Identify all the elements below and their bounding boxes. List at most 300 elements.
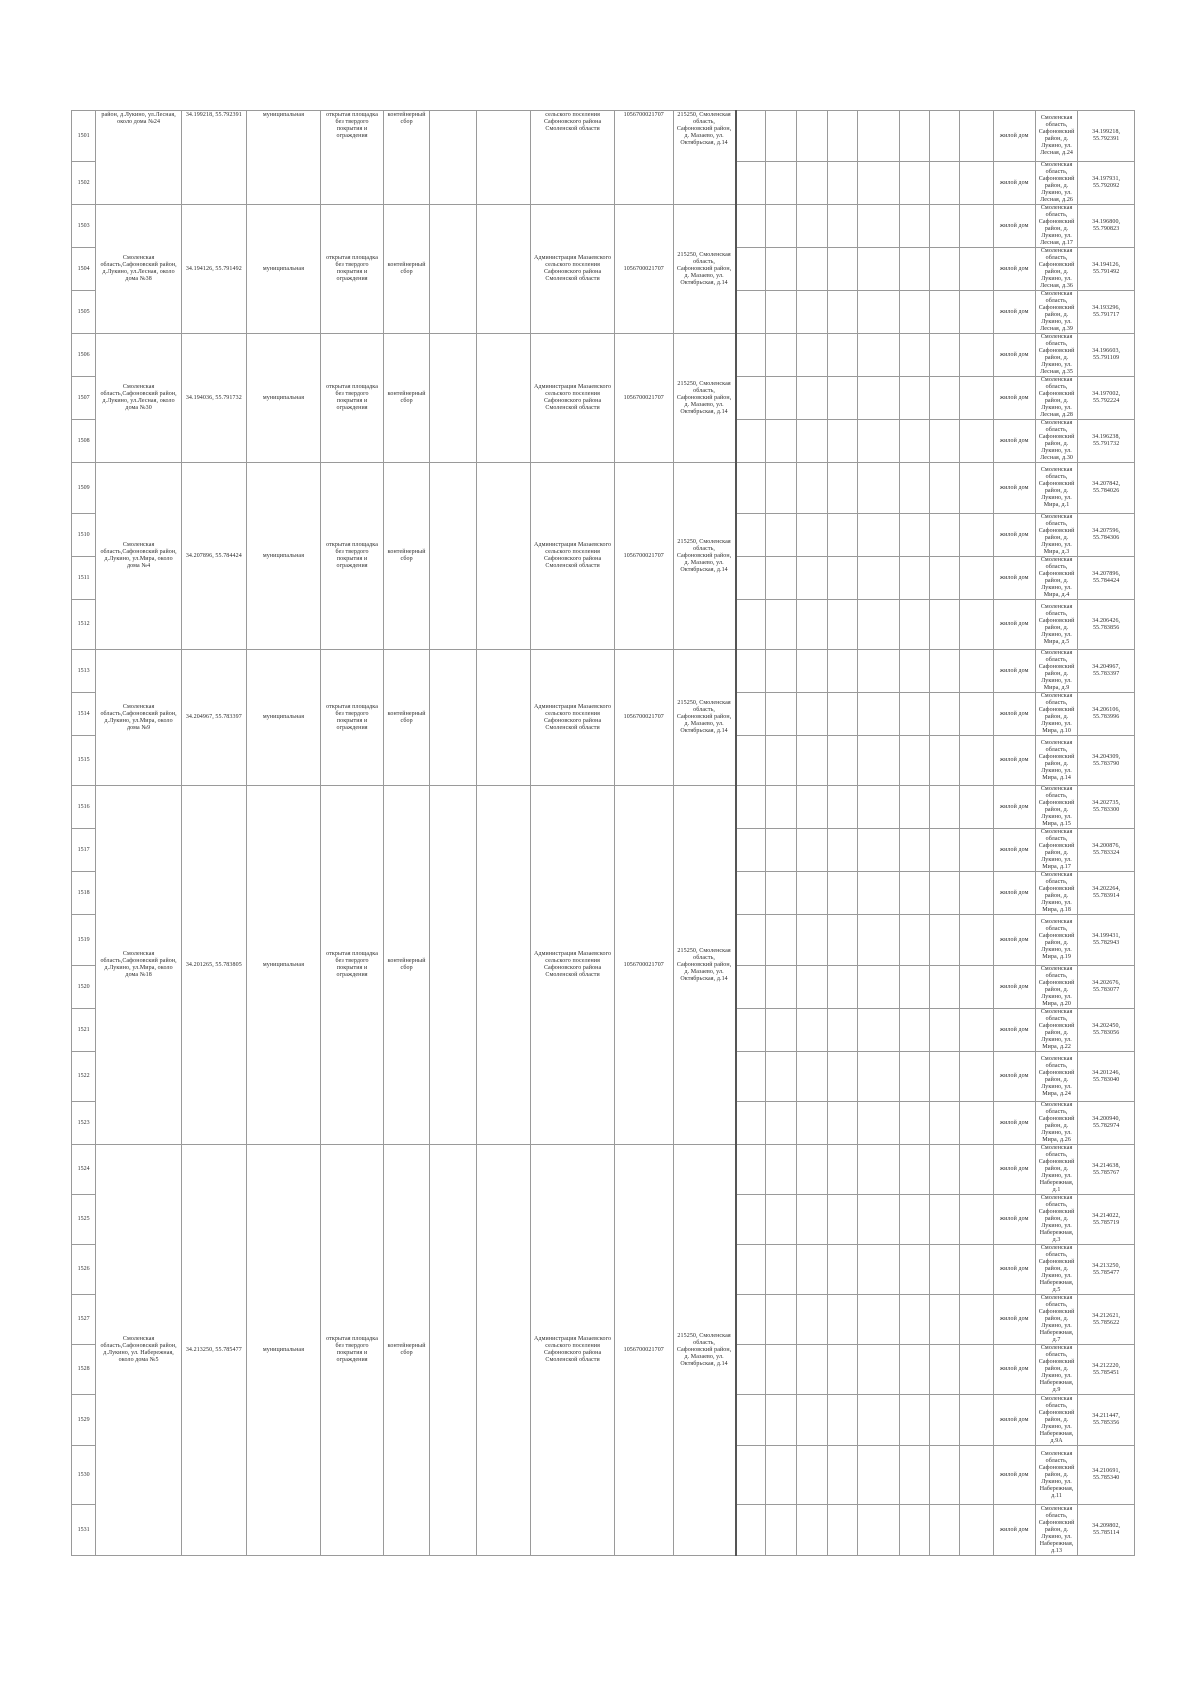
container-cell — [960, 420, 993, 463]
source-coordinates: 34.204309, 55.783790 — [1078, 736, 1135, 786]
container-cell — [766, 1009, 796, 1052]
container-cell — [960, 291, 993, 334]
source-type: жилой дом — [993, 1102, 1035, 1145]
site-empty-col — [430, 786, 476, 1145]
row-number: 1527 — [72, 1295, 96, 1345]
container-cell — [960, 829, 993, 872]
site-authority: сельского поселения Сафоновского района Смоленской области — [531, 111, 615, 205]
container-cell — [960, 736, 993, 786]
source-type: жилой дом — [993, 650, 1035, 693]
container-cell — [960, 1245, 993, 1295]
container-cell — [796, 205, 827, 248]
source-address: Смоленская область, Сафоновский район, д. Лукино, ул. Мира, д.22 — [1035, 1009, 1077, 1052]
source-type: жилой дом — [993, 1395, 1035, 1446]
container-cell — [736, 248, 766, 291]
container-cell — [736, 205, 766, 248]
container-cell — [899, 736, 929, 786]
container-cell — [899, 1145, 929, 1195]
container-cell — [929, 1145, 959, 1195]
container-cell — [827, 600, 857, 650]
row-number: 1517 — [72, 829, 96, 872]
row-number: 1523 — [72, 1102, 96, 1145]
source-type: жилой дом — [993, 915, 1035, 966]
container-cell — [929, 334, 959, 377]
site-surface: открытая площадка без твердого покрытия и ограждения — [321, 1145, 384, 1556]
container-cell — [796, 1245, 827, 1295]
table-row — [72, 205, 1135, 248]
container-cell — [736, 162, 766, 205]
container-cell — [929, 915, 959, 966]
container-cell — [796, 248, 827, 291]
container-cell — [736, 377, 766, 420]
source-coordinates: 34.202676, 55.783077 — [1078, 966, 1135, 1009]
container-cell — [960, 377, 993, 420]
source-coordinates: 34.199218, 55.792391 — [1078, 111, 1135, 162]
container-cell — [929, 1102, 959, 1145]
container-cell — [766, 463, 796, 514]
source-type: жилой дом — [993, 829, 1035, 872]
container-cell — [899, 334, 929, 377]
site-legal-address: 215250, Смоленская область, Сафоновский район, д. Мазаево, ул. Октябрьская, д.14 — [673, 111, 736, 205]
source-type: жилой дом — [993, 162, 1035, 205]
site-ownership: муниципальная — [246, 786, 321, 1145]
source-address: Смоленская область, Сафоновский район, д. Лукино, ул. Набережная, д.1 — [1035, 1145, 1077, 1195]
container-cell — [827, 291, 857, 334]
container-cell — [929, 1195, 959, 1245]
site-coordinates: 34.194036, 55.791732 — [182, 334, 247, 463]
container-cell — [929, 600, 959, 650]
container-cell — [960, 1009, 993, 1052]
site-authority: Администрация Мазаевского сельского поселения Сафоновского района Смоленской области — [531, 334, 615, 463]
container-cell — [796, 736, 827, 786]
table-row — [72, 334, 1135, 377]
site-authority: Администрация Мазаевского сельского поселения Сафоновского района Смоленской области — [531, 650, 615, 786]
container-cell — [796, 1505, 827, 1556]
container-cell — [766, 1295, 796, 1345]
source-coordinates: 34.206106, 55.783996 — [1078, 693, 1135, 736]
site-ownership: муниципальная — [246, 650, 321, 786]
container-cell — [766, 966, 796, 1009]
container-cell — [796, 420, 827, 463]
container-cell — [929, 966, 959, 1009]
container-cell — [766, 1145, 796, 1195]
container-cell — [960, 248, 993, 291]
container-cell — [929, 111, 959, 162]
container-cell — [736, 420, 766, 463]
container-cell — [766, 786, 796, 829]
source-address: Смоленская область, Сафоновский район, д. Лукино, ул. Лесная, д.36 — [1035, 248, 1077, 291]
container-cell — [899, 111, 929, 162]
source-coordinates: 34.196603, 55.791109 — [1078, 334, 1135, 377]
container-cell — [736, 1395, 766, 1446]
container-cell — [858, 248, 899, 291]
site-ownership: муниципальная — [246, 1145, 321, 1556]
container-cell — [858, 514, 899, 557]
site-waste-type: контейнерный сбор — [383, 786, 429, 1145]
site-address: Смоленская область,Сафоновский район, д.Лукино, ул.Мира, около дома №18 — [96, 786, 182, 1145]
container-cell — [827, 1145, 857, 1195]
container-cell — [899, 420, 929, 463]
source-type: жилой дом — [993, 1052, 1035, 1102]
site-empty-col — [476, 463, 531, 650]
row-number: 1521 — [72, 1009, 96, 1052]
container-cell — [766, 1395, 796, 1446]
site-address: Смоленская область,Сафоновский район, д.Лукино, ул. Набережная, около дома №5 — [96, 1145, 182, 1556]
site-ogrn: 1056700021707 — [615, 1145, 674, 1556]
container-cell — [736, 600, 766, 650]
container-cell — [960, 693, 993, 736]
source-address: Смоленская область, Сафоновский район, д. Лукино, ул. Мира, д.14 — [1035, 736, 1077, 786]
source-type: жилой дом — [993, 291, 1035, 334]
site-empty-col — [476, 1145, 531, 1556]
row-number: 1509 — [72, 463, 96, 514]
source-type: жилой дом — [993, 463, 1035, 514]
container-cell — [827, 557, 857, 600]
site-address: Смоленская область,Сафоновский район, д.Лукино, ул.Мира, около дома №4 — [96, 463, 182, 650]
site-waste-type: контейнерный сбор — [383, 334, 429, 463]
source-address: Смоленская область, Сафоновский район, д. Лукино, ул. Набережная, д.5 — [1035, 1245, 1077, 1295]
container-cell — [960, 111, 993, 162]
container-cell — [827, 162, 857, 205]
site-surface: открытая площадка без твердого покрытия и ограждения — [321, 786, 384, 1145]
container-cell — [929, 736, 959, 786]
container-cell — [796, 650, 827, 693]
container-cell — [960, 514, 993, 557]
site-empty-col — [476, 111, 531, 205]
container-cell — [960, 1395, 993, 1446]
container-cell — [796, 600, 827, 650]
container-cell — [827, 693, 857, 736]
source-type: жилой дом — [993, 600, 1035, 650]
source-address: Смоленская область, Сафоновский район, д. Лукино, ул. Мира, д.3 — [1035, 514, 1077, 557]
source-address: Смоленская область, Сафоновский район, д. Лукино, ул. Набережная, д.11 — [1035, 1446, 1077, 1505]
container-cell — [736, 1195, 766, 1245]
container-cell — [766, 1102, 796, 1145]
container-cell — [960, 1052, 993, 1102]
container-cell — [960, 205, 993, 248]
container-cell — [827, 334, 857, 377]
container-cell — [858, 786, 899, 829]
container-cell — [766, 1195, 796, 1245]
source-type: жилой дом — [993, 334, 1035, 377]
container-cell — [960, 966, 993, 1009]
container-cell — [929, 1395, 959, 1446]
container-cell — [858, 600, 899, 650]
row-number: 1525 — [72, 1195, 96, 1245]
container-cell — [766, 334, 796, 377]
container-cell — [736, 1245, 766, 1295]
row-number: 1507 — [72, 377, 96, 420]
site-ogrn: 1056700021707 — [615, 111, 674, 205]
container-cell — [960, 463, 993, 514]
container-cell — [929, 291, 959, 334]
container-cell — [827, 1395, 857, 1446]
source-address: Смоленская область, Сафоновский район, д. Лукино, ул. Лесная, д.35 — [1035, 334, 1077, 377]
site-authority: Администрация Мазаевского сельского поселения Сафоновского района Смоленской области — [531, 463, 615, 650]
row-number: 1524 — [72, 1145, 96, 1195]
container-cell — [899, 693, 929, 736]
site-authority: Администрация Мазаевского сельского поселения Сафоновского района Смоленской области — [531, 1145, 615, 1556]
container-cell — [899, 1295, 929, 1345]
container-cell — [899, 205, 929, 248]
source-coordinates: 34.197931, 55.792092 — [1078, 162, 1135, 205]
source-type: жилой дом — [993, 248, 1035, 291]
container-cell — [858, 1505, 899, 1556]
container-cell — [736, 1102, 766, 1145]
container-cell — [899, 557, 929, 600]
container-cell — [858, 205, 899, 248]
container-cell — [899, 1395, 929, 1446]
source-coordinates: 34.193296, 55.791717 — [1078, 291, 1135, 334]
source-address: Смоленская область, Сафоновский район, д. Лукино, ул. Мира, д.1 — [1035, 463, 1077, 514]
container-cell — [827, 966, 857, 1009]
container-cell — [796, 1446, 827, 1505]
container-cell — [899, 600, 929, 650]
container-cell — [827, 1446, 857, 1505]
site-waste-type: контейнерный сбор — [383, 205, 429, 334]
site-empty-col — [476, 650, 531, 786]
container-cell — [858, 1052, 899, 1102]
container-cell — [766, 248, 796, 291]
container-cell — [736, 1145, 766, 1195]
site-authority: Администрация Мазаевского сельского поселения Сафоновского района Смоленской области — [531, 786, 615, 1145]
source-coordinates: 34.214638, 55.785767 — [1078, 1145, 1135, 1195]
site-coordinates: 34.199218, 55.792391 — [182, 111, 247, 205]
container-cell — [736, 557, 766, 600]
site-ownership: муниципальная — [246, 463, 321, 650]
container-cell — [899, 650, 929, 693]
source-address: Смоленская область, Сафоновский район, д. Лукино, ул. Лесная, д.17 — [1035, 205, 1077, 248]
container-cell — [899, 1009, 929, 1052]
container-cell — [858, 1102, 899, 1145]
container-cell — [736, 829, 766, 872]
source-coordinates: 34.212220, 55.785451 — [1078, 1345, 1135, 1395]
container-cell — [960, 1446, 993, 1505]
container-cell — [960, 650, 993, 693]
site-address: Смоленская область,Сафоновский район, д.Лукино, ул.Лесная, около дома №38 — [96, 205, 182, 334]
container-cell — [827, 111, 857, 162]
row-number: 1519 — [72, 915, 96, 966]
row-number: 1518 — [72, 872, 96, 915]
site-waste-type: контейнерный сбор — [383, 111, 429, 205]
site-ogrn: 1056700021707 — [615, 650, 674, 786]
container-cell — [796, 1009, 827, 1052]
container-cell — [899, 1245, 929, 1295]
container-cell — [929, 248, 959, 291]
container-cell — [736, 1009, 766, 1052]
site-ownership: муниципальная — [246, 205, 321, 334]
source-coordinates: 34.197002, 55.792224 — [1078, 377, 1135, 420]
container-cell — [858, 966, 899, 1009]
container-cell — [766, 514, 796, 557]
row-number: 1522 — [72, 1052, 96, 1102]
row-number: 1508 — [72, 420, 96, 463]
site-legal-address: 215250, Смоленская область, Сафоновский район, д. Мазаево, ул. Октябрьская, д.14 — [673, 334, 736, 463]
container-cell — [960, 600, 993, 650]
site-empty-col — [476, 786, 531, 1145]
source-type: жилой дом — [993, 736, 1035, 786]
row-number: 1506 — [72, 334, 96, 377]
container-cell — [796, 693, 827, 736]
row-number: 1530 — [72, 1446, 96, 1505]
container-cell — [960, 1195, 993, 1245]
container-cell — [899, 514, 929, 557]
source-coordinates: 34.194126, 55.791492 — [1078, 248, 1135, 291]
container-cell — [736, 786, 766, 829]
source-coordinates: 34.200940, 55.782974 — [1078, 1102, 1135, 1145]
source-type: жилой дом — [993, 1009, 1035, 1052]
container-cell — [899, 1195, 929, 1245]
source-address: Смоленская область, Сафоновский район, д. Лукино, ул. Лесная, д.39 — [1035, 291, 1077, 334]
source-address: Смоленская область, Сафоновский район, д. Лукино, ул. Лесная, д.30 — [1035, 420, 1077, 463]
source-type: жилой дом — [993, 377, 1035, 420]
site-empty-col — [476, 334, 531, 463]
container-cell — [858, 1145, 899, 1195]
container-cell — [796, 334, 827, 377]
container-cell — [736, 291, 766, 334]
container-cell — [827, 377, 857, 420]
container-cell — [899, 915, 929, 966]
container-cell — [796, 786, 827, 829]
container-cell — [960, 557, 993, 600]
site-waste-type: контейнерный сбор — [383, 463, 429, 650]
source-address: Смоленская область, Сафоновский район, д. Лукино, ул. Мира, д.9 — [1035, 650, 1077, 693]
site-surface: открытая площадка без твердого покрытия и ограждения — [321, 463, 384, 650]
site-legal-address: 215250, Смоленская область, Сафоновский район, д. Мазаево, ул. Октябрьская, д.14 — [673, 205, 736, 334]
source-type: жилой дом — [993, 514, 1035, 557]
source-coordinates: 34.210691, 55.785340 — [1078, 1446, 1135, 1505]
container-cell — [766, 291, 796, 334]
source-type: жилой дом — [993, 1145, 1035, 1195]
table-row — [72, 1145, 1135, 1195]
container-cell — [827, 248, 857, 291]
container-cell — [796, 291, 827, 334]
container-cell — [960, 1505, 993, 1556]
row-number: 1515 — [72, 736, 96, 786]
container-cell — [899, 1052, 929, 1102]
container-cell — [736, 872, 766, 915]
container-cell — [796, 557, 827, 600]
container-cell — [827, 650, 857, 693]
site-empty-col — [430, 334, 476, 463]
source-address: Смоленская область, Сафоновский район, д. Лукино, ул. Лесная, д.26 — [1035, 162, 1077, 205]
container-cell — [766, 736, 796, 786]
site-empty-col — [430, 1145, 476, 1556]
container-cell — [899, 786, 929, 829]
container-cell — [899, 1102, 929, 1145]
site-empty-col — [430, 205, 476, 334]
source-address: Смоленская область, Сафоновский район, д. Лукино, ул. Набережная, д.3 — [1035, 1195, 1077, 1245]
row-number: 1528 — [72, 1345, 96, 1395]
container-cell — [796, 872, 827, 915]
source-coordinates: 34.207896, 55.784424 — [1078, 557, 1135, 600]
site-coordinates: 34.207896, 55.784424 — [182, 463, 247, 650]
source-type: жилой дом — [993, 205, 1035, 248]
site-address: район, д.Лукино, ул.Лесная, около дома №24 — [96, 111, 182, 205]
container-cell — [796, 915, 827, 966]
source-coordinates: 34.196800, 55.790823 — [1078, 205, 1135, 248]
container-cell — [858, 463, 899, 514]
site-coordinates: 34.213250, 55.785477 — [182, 1145, 247, 1556]
source-address: Смоленская область, Сафоновский район, д. Лукино, ул. Набережная, д.7 — [1035, 1295, 1077, 1345]
source-address: Смоленская область, Сафоновский район, д. Лукино, ул. Мира, д.26 — [1035, 1102, 1077, 1145]
container-cell — [736, 650, 766, 693]
row-number: 1529 — [72, 1395, 96, 1446]
container-cell — [929, 872, 959, 915]
site-ogrn: 1056700021707 — [615, 786, 674, 1145]
site-empty-col — [476, 205, 531, 334]
container-cell — [899, 872, 929, 915]
container-cell — [796, 162, 827, 205]
container-cell — [929, 1505, 959, 1556]
source-type: жилой дом — [993, 966, 1035, 1009]
row-number: 1505 — [72, 291, 96, 334]
source-coordinates: 34.201246, 55.783040 — [1078, 1052, 1135, 1102]
container-cell — [736, 1446, 766, 1505]
container-cell — [858, 1446, 899, 1505]
source-address: Смоленская область, Сафоновский район, д. Лукино, ул. Мира, д.10 — [1035, 693, 1077, 736]
container-cell — [766, 205, 796, 248]
source-address: Смоленская область, Сафоновский район, д. Лукино, ул. Мира, д.19 — [1035, 915, 1077, 966]
container-cell — [736, 1505, 766, 1556]
source-coordinates: 34.213250, 55.785477 — [1078, 1245, 1135, 1295]
container-cell — [827, 420, 857, 463]
source-type: жилой дом — [993, 786, 1035, 829]
container-cell — [929, 557, 959, 600]
row-number: 1503 — [72, 205, 96, 248]
container-cell — [929, 1345, 959, 1395]
container-cell — [827, 829, 857, 872]
container-cell — [858, 1395, 899, 1446]
container-cell — [766, 650, 796, 693]
site-surface: открытая площадка без твердого покрытия и ограждения — [321, 334, 384, 463]
container-cell — [960, 786, 993, 829]
container-cell — [827, 786, 857, 829]
source-coordinates: 34.212621, 55.785622 — [1078, 1295, 1135, 1345]
container-cell — [960, 162, 993, 205]
source-coordinates: 34.200876, 55.783324 — [1078, 829, 1135, 872]
source-type: жилой дом — [993, 420, 1035, 463]
container-cell — [960, 915, 993, 966]
source-coordinates: 34.209802, 55.785114 — [1078, 1505, 1135, 1556]
site-coordinates: 34.194126, 55.791492 — [182, 205, 247, 334]
source-type: жилой дом — [993, 111, 1035, 162]
container-cell — [929, 693, 959, 736]
source-address: Смоленская область, Сафоновский район, д. Лукино, ул. Набережная, д.9 — [1035, 1345, 1077, 1395]
container-cell — [929, 829, 959, 872]
site-ownership: муниципальная — [246, 111, 321, 205]
container-cell — [827, 1505, 857, 1556]
source-type: жилой дом — [993, 1505, 1035, 1556]
container-cell — [899, 829, 929, 872]
row-number: 1526 — [72, 1245, 96, 1295]
site-surface: открытая площадка без твердого покрытия и ограждения — [321, 205, 384, 334]
container-cell — [736, 693, 766, 736]
container-cell — [960, 1102, 993, 1145]
container-cell — [736, 1345, 766, 1395]
table-row — [72, 111, 1135, 162]
source-coordinates: 34.214022, 55.785719 — [1078, 1195, 1135, 1245]
source-type: жилой дом — [993, 1446, 1035, 1505]
container-cell — [858, 1295, 899, 1345]
container-cell — [858, 915, 899, 966]
container-cell — [827, 463, 857, 514]
container-cell — [766, 1446, 796, 1505]
container-cell — [766, 600, 796, 650]
site-empty-col — [430, 650, 476, 786]
container-cell — [827, 1195, 857, 1245]
container-cell — [929, 514, 959, 557]
